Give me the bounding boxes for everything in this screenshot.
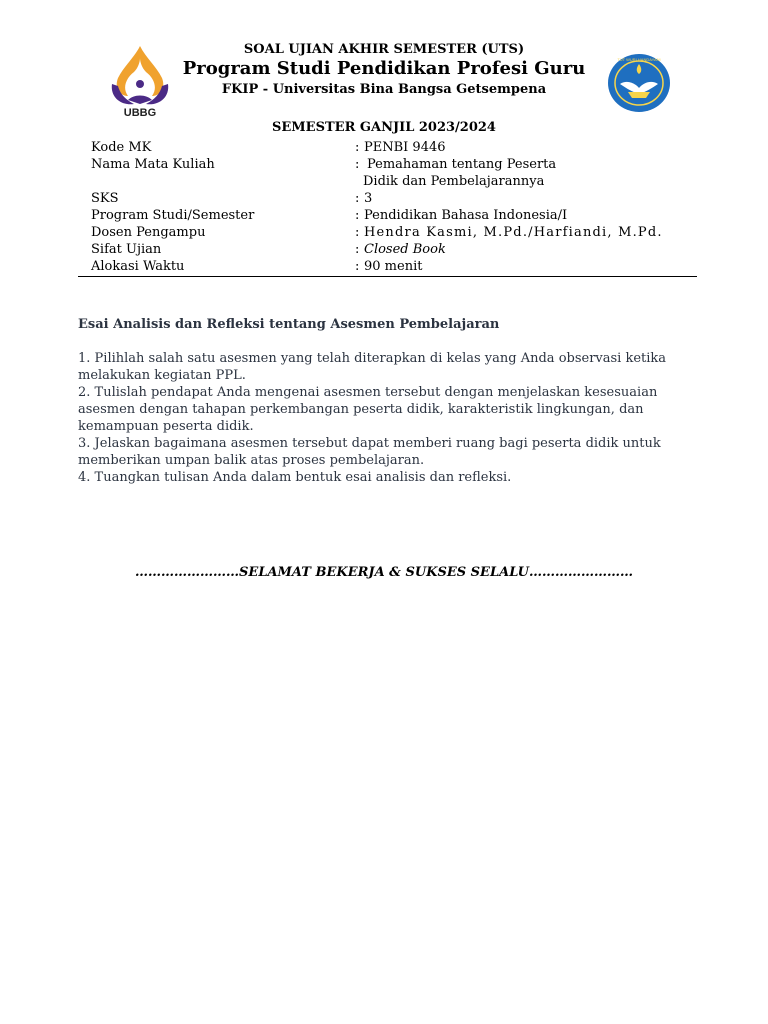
info-value: 90 menit — [364, 259, 423, 274]
question-list — [78, 350, 688, 486]
info-colon: : — [355, 242, 360, 257]
info-value: Hendra Kasmi, M.Pd./Harfiandi, M.Pd. — [364, 225, 663, 240]
question-item: 2. Tulislah pendapat Anda mengenai asesmen tersebut dengan menjelaskan kesesuaian asesmen dengan tahapan perkembangan peserta didik, karakteristik lingkungan, dan kemampuan peserta didik. — [78, 385, 658, 434]
info-value: 3 — [364, 191, 373, 206]
info-colon: : — [355, 208, 360, 223]
info-label: SKS — [91, 191, 119, 206]
info-label: Nama Mata Kuliah — [91, 157, 215, 172]
info-value: Pemahaman tentang Peserta — [367, 157, 557, 172]
info-label: Program Studi/Semester — [91, 208, 255, 223]
program-title: Program Studi Pendidikan Profesi Guru — [182, 58, 586, 79]
tut-wuri-motto: TUT WURI HANDAYANI — [617, 57, 661, 62]
info-value: PENBI 9446 — [364, 140, 446, 155]
exam-title: SOAL UJIAN AKHIR SEMESTER (UTS) — [243, 42, 525, 57]
faculty-title: FKIP - Universitas Bina Bangsa Getsempena — [221, 82, 547, 97]
document-header — [0, 0, 768, 135]
ubbg-logo-label: UBBG — [123, 107, 157, 119]
closing-message: ……………………SELAMAT BEKERJA & SUKSES SELALU…………………… — [135, 565, 633, 580]
info-colon: : — [355, 157, 360, 172]
info-value-continued: Didik dan Pembelajarannya — [363, 174, 545, 189]
tut-wuri-handayani-logo-icon — [606, 52, 672, 114]
header-divider — [78, 276, 697, 277]
info-label: Alokasi Waktu — [91, 259, 185, 274]
semester-title: SEMESTER GANJIL 2023/2024 — [272, 120, 496, 135]
question-item: 4. Tuangkan tulisan Anda dalam bentuk esai analisis dan refleksi. — [78, 470, 512, 485]
essay-title: Esai Analisis dan Refleksi tentang Asesmen Pembelajaran — [78, 317, 500, 332]
info-label: Sifat Ujian — [91, 242, 162, 257]
info-value: Closed Book — [364, 242, 446, 257]
question-item: 1. Pilihlah salah satu asesmen yang telah diterapkan di kelas yang Anda observasi ketika melakukan kegiatan PPL. — [78, 351, 667, 383]
info-colon: : — [355, 191, 360, 206]
info-label: Kode MK — [91, 140, 152, 155]
info-value: Pendidikan Bahasa Indonesia/I — [364, 208, 568, 223]
info-colon: : — [355, 225, 360, 240]
info-label: Dosen Pengampu — [91, 225, 206, 240]
question-item: 3. Jelaskan bagaimana asesmen tersebut dapat memberi ruang bagi peserta didik untuk memberikan umpan balik atas proses pembelajaran. — [78, 436, 661, 468]
info-colon: : — [355, 259, 360, 274]
info-colon: : — [355, 140, 360, 155]
